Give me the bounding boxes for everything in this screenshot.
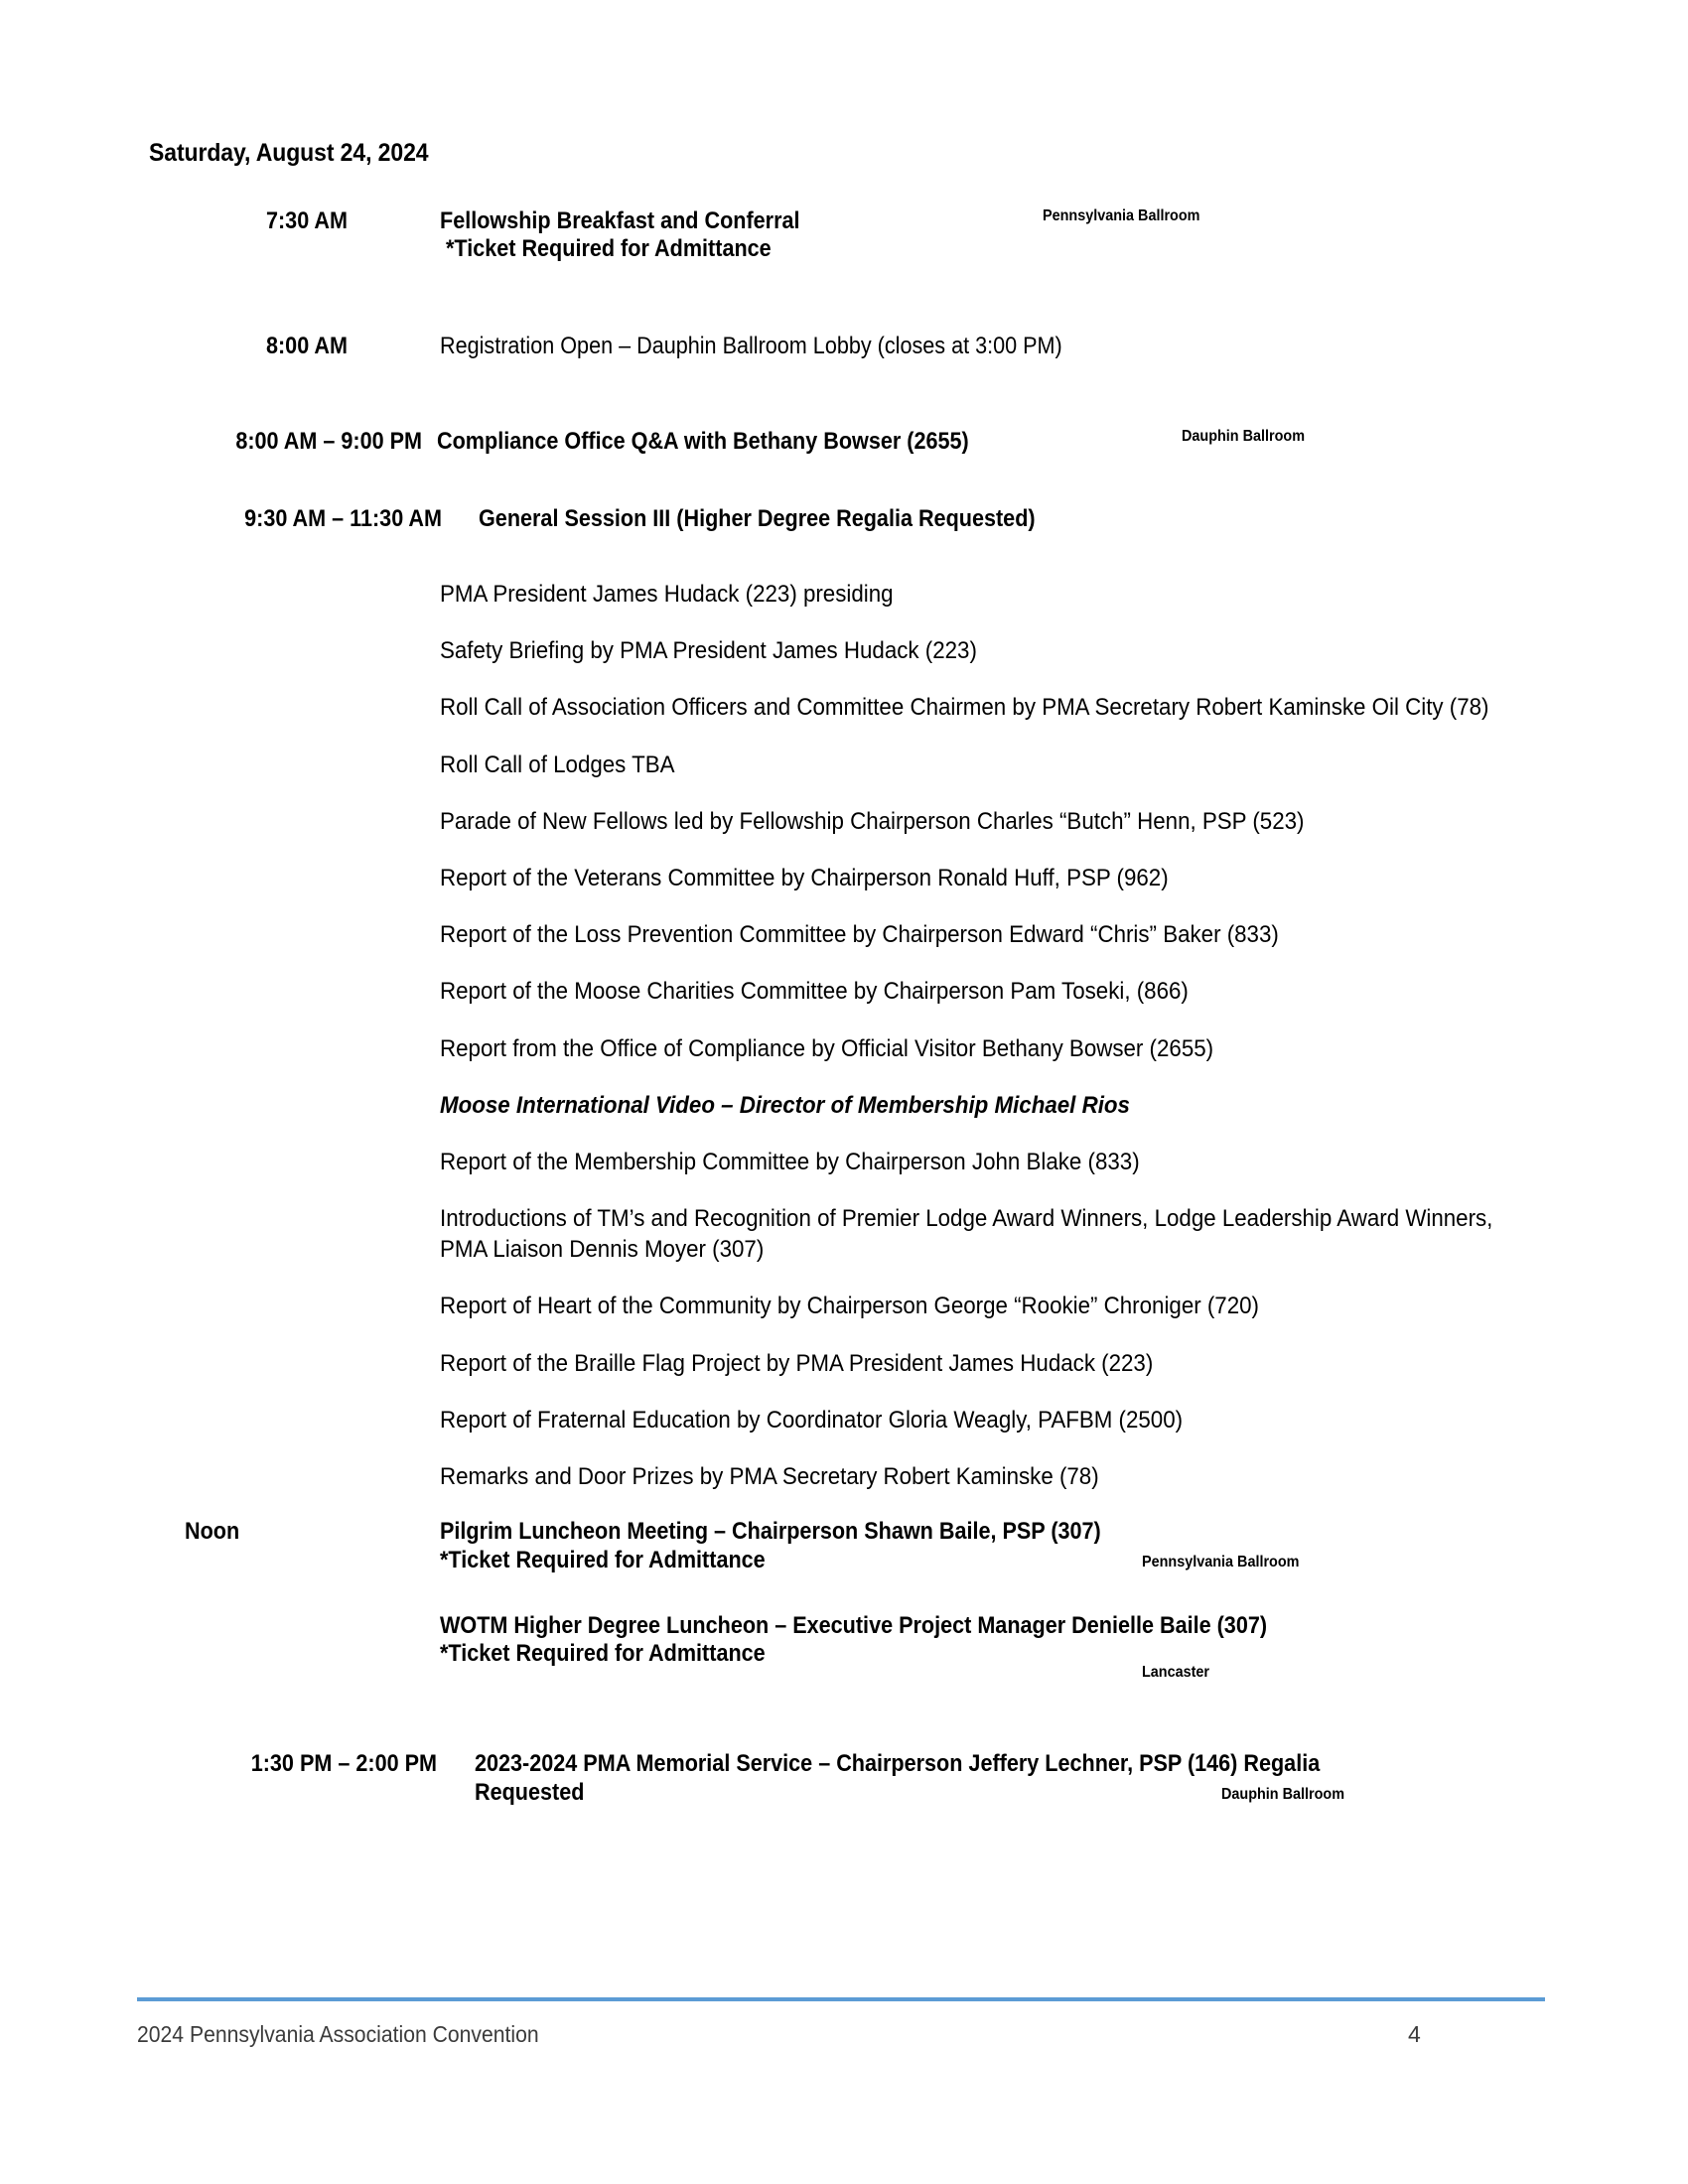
schedule-content — [475, 1750, 1539, 1807]
list-item: Report of the Braille Flag Project by PMA President James Hudack (223) — [440, 1349, 1154, 1377]
list-item: PMA President James Hudack (223) presiding — [440, 581, 894, 608]
schedule-title: General Session III (Higher Degree Regalia Requested) — [479, 505, 1036, 532]
list-item: Report of the Loss Prevention Committee by Chairperson Edward “Chris” Baker (833) — [440, 921, 1279, 949]
schedule-time: 1:30 PM – 2:00 PM — [250, 1750, 437, 1778]
schedule-title: Registration Open – Dauphin Ballroom Lobby (closes at 3:00 PM) — [440, 333, 1062, 359]
schedule-row-fellowship-breakfast — [149, 207, 1539, 277]
schedule-time: 8:00 AM – 9:00 PM — [235, 428, 422, 455]
schedule-note: *Ticket Required for Admittance — [440, 1640, 766, 1668]
list-item: Remarks and Door Prizes by PMA Secretary Robert Kaminske (78) — [440, 1463, 1099, 1490]
schedule-content — [479, 505, 1539, 533]
list-item: Report from the Office of Compliance by Official Visitor Bethany Bowser (2655) — [440, 1034, 1214, 1062]
schedule-venue: Lancaster — [1142, 1664, 1210, 1682]
schedule-time: 8:00 AM — [265, 333, 348, 359]
list-item: Parade of New Fellows led by Fellowship Chairperson Charles “Butch” Henn, PSP (523) — [440, 807, 1305, 835]
schedule-title: WOTM Higher Degree Luncheon – Executive Project Manager Denielle Baile (307) — [440, 1611, 1268, 1639]
schedule-title-line-2: Requested — [475, 1778, 585, 1806]
footer-divider — [137, 1997, 1545, 2001]
schedule-time: 9:30 AM – 11:30 AM — [244, 505, 442, 532]
list-item: Report of Fraternal Education by Coordinator Gloria Weagly, PAFBM (2500) — [440, 1406, 1184, 1433]
schedule-row-memorial-service — [149, 1750, 1539, 1840]
list-item: Roll Call of Lodges TBA — [440, 751, 675, 778]
schedule-title-line-1: 2023-2024 PMA Memorial Service – Chairperson Jeffery Lechner, PSP (146) Regalia — [475, 1750, 1321, 1778]
schedule-content-pilgrim — [440, 1518, 1539, 1574]
document-body — [149, 139, 1539, 1840]
list-item: Roll Call of Association Officers and Committee Chairmen by PMA Secretary Robert Kaminske Oil City (78) — [440, 694, 1489, 722]
schedule-title: Compliance Office Q&A with Bethany Bowser (2655) — [437, 428, 969, 455]
schedule-row-general-session — [149, 505, 1539, 545]
general-session-item-list — [440, 579, 1542, 1492]
schedule-row-noon — [149, 1518, 1539, 1687]
footer-label: 2024 Pennsylvania Association Convention — [137, 2021, 539, 2047]
footer-page-number: 4 — [1408, 2021, 1421, 2047]
list-item: Report of the Veterans Committee by Chairperson Ronald Huff, PSP (962) — [440, 864, 1169, 891]
schedule-note: *Ticket Required for Admittance — [440, 1546, 766, 1573]
schedule-venue: Dauphin Ballroom — [1182, 428, 1306, 445]
list-item: Report of the Membership Committee by Chairperson John Blake (833) — [440, 1148, 1140, 1175]
schedule-note: *Ticket Required for Admittance — [446, 235, 772, 263]
schedule-content — [440, 333, 1539, 360]
list-item-video: Moose International Video – Director of Membership Michael Rios — [440, 1091, 1130, 1119]
schedule-content — [440, 207, 1539, 264]
list-item: Introductions of TM’s and Recognition of Premier Lodge Award Winners, Lodge Leadership Award Winners, PMA Liaison Dennis Moyer (307) — [440, 1205, 1493, 1264]
schedule-venue: Pennsylvania Ballroom — [1142, 1554, 1300, 1571]
list-item: Safety Briefing by PMA President James Hudack (223) — [440, 637, 977, 665]
schedule-venue: Pennsylvania Ballroom — [1043, 207, 1200, 224]
list-item: Report of the Moose Charities Committee by Chairperson Pam Toseki, (866) — [440, 978, 1189, 1006]
schedule-venue: Dauphin Ballroom — [1221, 1786, 1345, 1804]
schedule-time: Noon — [185, 1518, 240, 1546]
schedule-title: Pilgrim Luncheon Meeting – Chairperson Shawn Baile, PSP (307) — [440, 1518, 1101, 1546]
schedule-title: Fellowship Breakfast and Conferral — [440, 207, 800, 234]
page-title: Saturday, August 24, 2024 — [149, 139, 429, 167]
schedule-content-wotm — [440, 1612, 1539, 1669]
list-item: Report of Heart of the Community by Chairperson George “Rookie” Chroniger (720) — [440, 1293, 1259, 1320]
schedule-row-compliance-qa — [149, 428, 1539, 468]
schedule-content — [437, 428, 1539, 456]
schedule-row-registration — [149, 333, 1539, 372]
schedule-time: 7:30 AM — [265, 207, 348, 234]
